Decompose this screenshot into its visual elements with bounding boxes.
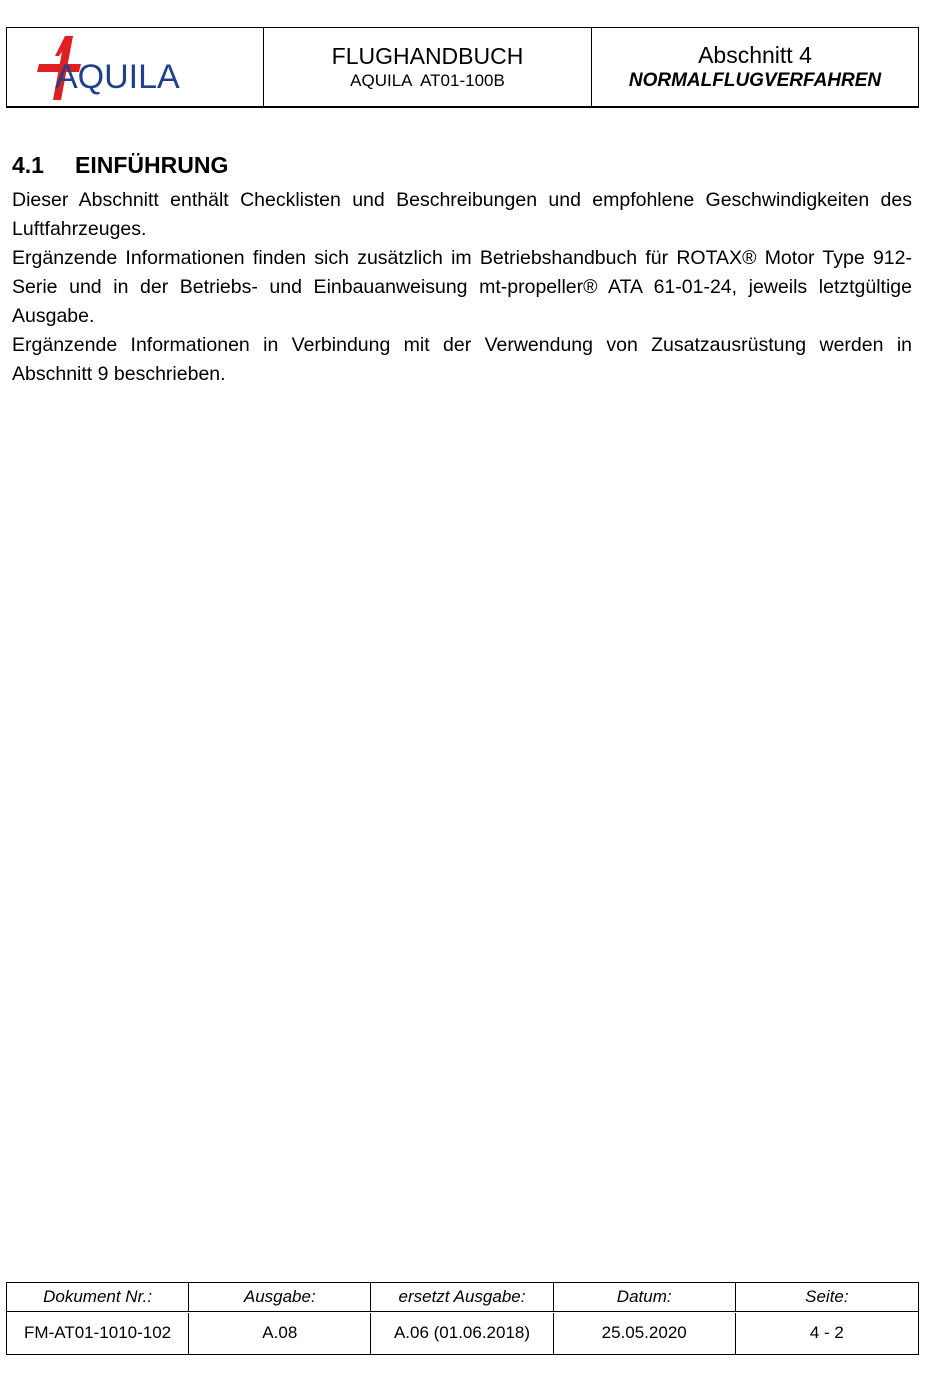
footer-header-date: Datum: (554, 1283, 736, 1312)
header-underline (6, 107, 919, 110)
logo-cell (7, 28, 264, 106)
manual-title-cell (264, 28, 592, 106)
manual-title: FLUGHANDBUCH (331, 43, 524, 69)
manual-subtitle: AQUILA AT01-100B (350, 71, 505, 90)
section-title: NORMALFLUGVERFAHREN (628, 70, 882, 91)
paragraph: Dieser Abschnitt enthält Checklisten und Beschreibungen und empfohlene Geschwindigkeiten des Luftfahrzeuges. (12, 189, 912, 240)
aquila-logo (35, 30, 195, 104)
footer-date: 25.05.2020 (554, 1313, 736, 1354)
heading-title: EINFÜHRUNG (75, 152, 229, 178)
footer-document-number: FM-AT01-1010-102 (7, 1313, 189, 1354)
section-number: Abschnitt 4 (698, 42, 812, 68)
footer-replaces-issue: A.06 (01.06.2018) (371, 1313, 553, 1354)
logo-text: AQUILA (55, 58, 180, 96)
section-heading (12, 150, 912, 180)
footer-header-issue: Ausgabe: (189, 1283, 371, 1312)
paragraph: Ergänzende Informationen finden sich zusätzlich im Betriebshandbuch für ROTAX® Motor Type 912-Serie und in der Betriebs- und Einbauanweisung mt-propeller® ATA 61-01-24, jeweils letztgültige Ausgabe. (12, 247, 912, 327)
page-content (12, 150, 912, 389)
section-cell (592, 28, 918, 106)
footer-header-replaces: ersetzt Ausgabe: (371, 1283, 553, 1312)
paragraph: Ergänzende Informationen in Verbindung mit der Verwendung von Zusatzausrüstung werden in Abschnitt 9 beschrieben. (12, 334, 912, 385)
document-footer (6, 1282, 919, 1355)
footer-page-number: 4 - 2 (809, 1323, 844, 1342)
footer-issue: A.08 (189, 1313, 371, 1354)
footer-header-document: Dokument Nr.: (7, 1283, 189, 1312)
heading-number: 4.1 (12, 152, 44, 178)
footer-header-page: Seite: (736, 1283, 918, 1312)
document-header (6, 27, 919, 107)
